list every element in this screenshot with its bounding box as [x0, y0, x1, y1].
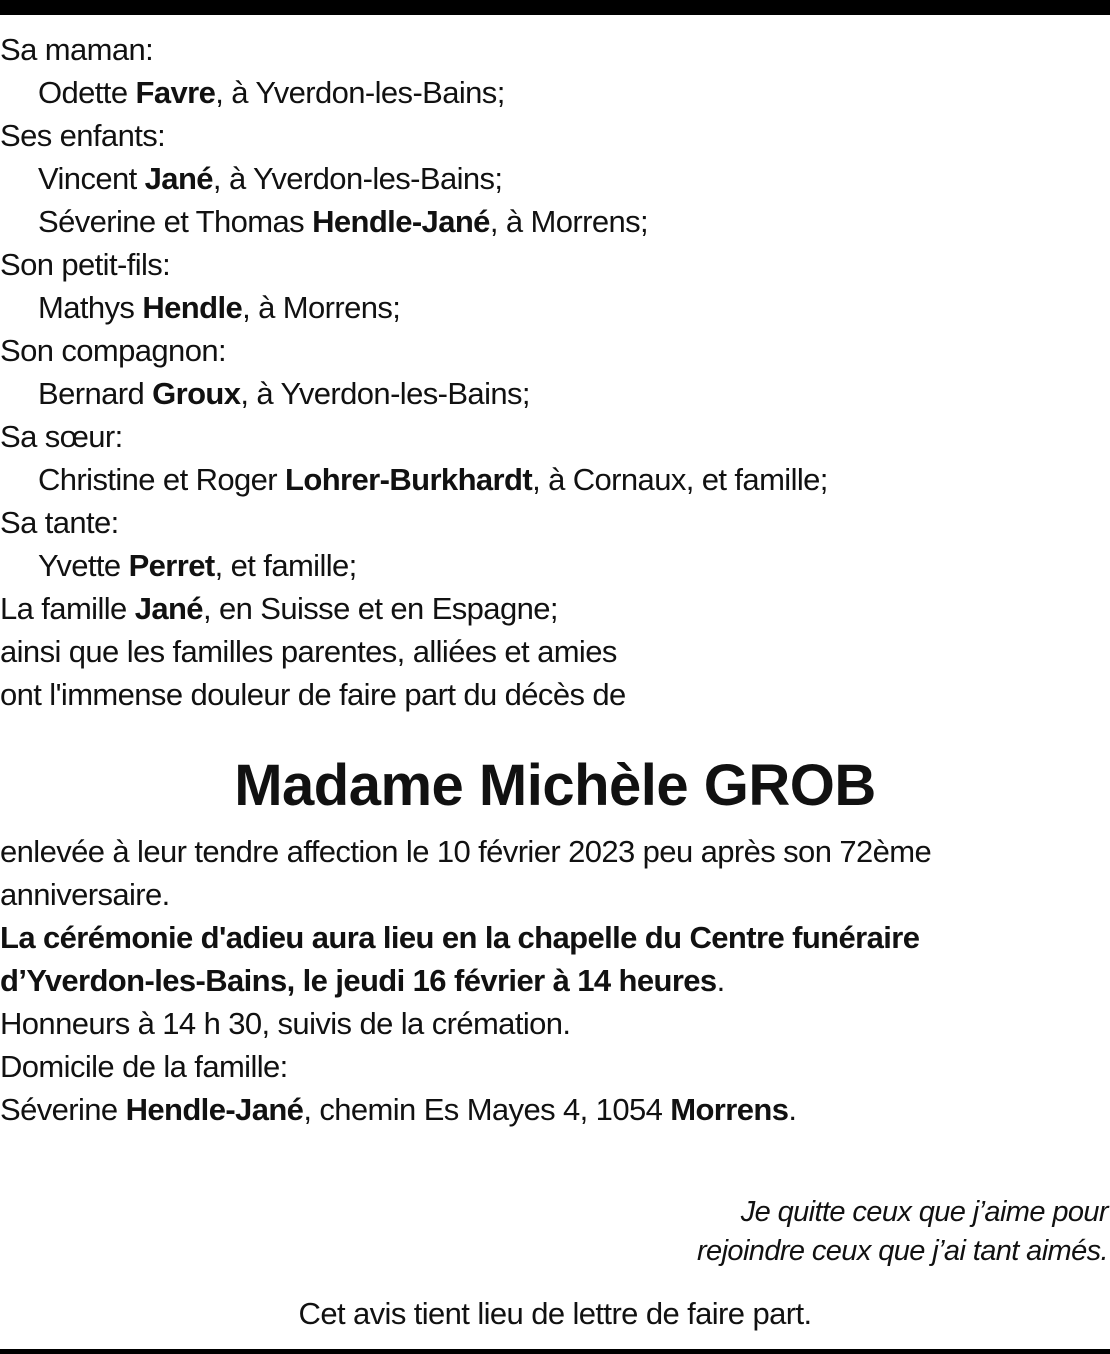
surname: Jané — [144, 161, 213, 196]
honours-line: Honneurs à 14 h 30, suivis de la crémation. — [0, 1006, 571, 1041]
surname: Hendle — [142, 290, 243, 325]
surname: Groux — [152, 376, 241, 411]
surname: Hendle-Jané — [312, 204, 490, 239]
memorial-quote — [0, 1193, 1110, 1271]
aunt-label: Sa tante: — [0, 505, 119, 540]
passing-line: enlevée à leur tendre affection le 10 février 2023 peu après son 72ème — [0, 834, 932, 869]
town: Morrens — [670, 1092, 789, 1127]
quote-line: Je quitte ceux que j’aime pour — [740, 1196, 1108, 1228]
grandson-label: Son petit-fils: — [0, 247, 171, 282]
relatives-line: ainsi que les familles parentes, alliées et amies — [0, 634, 617, 669]
companion-entry: Bernard Groux, à Yverdon-les-Bains; — [38, 376, 530, 411]
mother-label: Sa maman: — [0, 32, 154, 67]
passing-line-continued: anniversaire. — [0, 877, 170, 912]
announcement-line: ont l'immense douleur de faire part du décès de — [0, 677, 626, 712]
footer-note: Cet avis tient lieu de lettre de faire part. — [298, 1296, 812, 1331]
child-entry: Séverine et Thomas Hendle-Jané, à Morrens; — [38, 204, 649, 239]
domicile-address: Séverine Hendle-Jané, chemin Es Mayes 4, 1054 Morrens. — [0, 1092, 797, 1127]
ceremony-line-continued: d’Yverdon-les-Bains, le jeudi 16 février à 14 heures. — [0, 963, 725, 998]
domicile-label: Domicile de la famille: — [0, 1049, 288, 1084]
child-entry: Vincent Jané, à Yverdon-les-Bains; — [38, 161, 503, 196]
surname: Hendle-Jané — [125, 1092, 304, 1127]
ceremony-line: La cérémonie d'adieu aura lieu en la chapelle du Centre funéraire — [0, 920, 920, 955]
aunt-entry: Yvette Perret, et famille; — [38, 548, 357, 583]
mother-entry: Odette Favre, à Yverdon-les-Bains; — [38, 75, 505, 110]
deceased-name: Madame Michèle GROB — [234, 753, 876, 818]
surname: Favre — [135, 75, 216, 110]
top-border-rule — [0, 0, 1110, 15]
quote-line: rejoindre ceux que j’ai tant aimés. — [696, 1235, 1108, 1267]
companion-label: Son compagnon: — [0, 333, 226, 368]
obituary-notice — [0, 28, 1110, 1271]
sister-label: Sa sœur: — [0, 419, 123, 454]
grandson-entry: Mathys Hendle, à Morrens; — [38, 290, 401, 325]
sister-entry: Christine et Roger Lohrer-Burkhardt, à Cornaux, et famille; — [38, 462, 828, 497]
family-line: La famille Jané, en Suisse et en Espagne; — [0, 591, 558, 626]
surname: Jané — [134, 591, 203, 626]
bottom-border-rule — [0, 1349, 1110, 1354]
children-label: Ses enfants: — [0, 118, 166, 153]
surname: Perret — [128, 548, 215, 583]
surname: Lohrer-Burkhardt — [285, 462, 533, 497]
